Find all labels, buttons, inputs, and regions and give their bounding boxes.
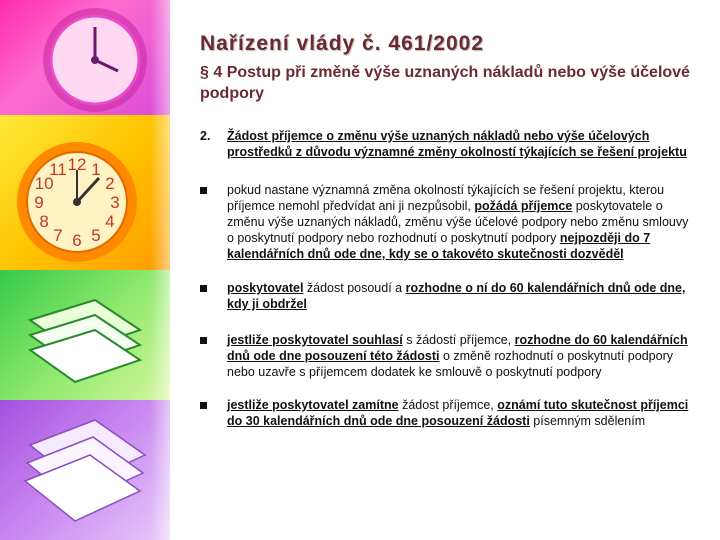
list-item [200, 182, 690, 262]
clock-numeral: 12 [67, 155, 87, 174]
decorative-image-strip [0, 0, 170, 540]
clock-numeral: 10 [34, 174, 54, 193]
item-emphasis: rozhodne do 60 kalendářních dnů ode dne posouzení této žádosti [227, 333, 688, 363]
list-item [200, 280, 690, 312]
item-emphasis: jestliže poskytovatel zamítne [227, 398, 399, 412]
clock-numeral: 3 [110, 193, 120, 212]
item-text: pokud nastane významná změna okolností týkajících se řešení projektu, kterou příjemce nemohl předvídat ani ji nezpůsobil, [227, 183, 665, 213]
clock-numeral: 5 [91, 225, 101, 245]
clock-numeral: 6 [72, 231, 82, 250]
item-text: žádost příjemce, [398, 398, 498, 412]
item-heading: Žádost příjemce o změnu výše uznaných nákladů nebo výše účelových prostředků z důvodu významné změny okolností týkajících se řešení projektu [227, 129, 687, 159]
white-fade [150, 0, 170, 540]
clock-numeral: 4 [105, 212, 115, 231]
list-item [200, 128, 690, 160]
item-text: písemným sdělením [529, 414, 646, 428]
item-emphasis: rozhodne [405, 281, 462, 295]
clock-numeral: 2 [105, 174, 115, 193]
item-emphasis: jestliže poskytovatel souhlasí [227, 333, 403, 347]
clock-numeral: 1 [91, 160, 101, 180]
page-title: Nařízení vlády č. 461/2002 [200, 32, 484, 55]
clock-numeral: 8 [39, 212, 49, 231]
books-icon [20, 290, 150, 390]
list-item [200, 397, 690, 429]
item-text: s žádostí příjemce, [402, 333, 515, 347]
clock-numeral: 9 [34, 193, 44, 212]
item-number: 2. [200, 129, 211, 143]
item-text: žádost posoudí a [303, 281, 406, 295]
clock-icon [40, 5, 150, 115]
page-subtitle: § 4 Postup při změně výše uznaných nákladů nebo výše účelové podpory [200, 64, 690, 102]
bullet-icon [200, 187, 207, 194]
bullet-icon [200, 402, 207, 409]
content-list [200, 128, 690, 429]
item-emphasis: o ní do 60 kalendářních dnů ode dne, kdy ji obdržel [227, 281, 686, 311]
list-item [200, 332, 690, 380]
papers-icon [15, 405, 155, 530]
item-emphasis: oznámí tuto skutečnost příjemci do 30 kalendářních dnů ode dne posouzení žádosti [227, 398, 689, 428]
item-text: poskytovatele o změnu výše uznaných nákladů, změnu výše účelové podpory nebo změnu smlouvy o poskytnutí podpory nebo rozhodnutí o poskytnutí podpory [227, 199, 689, 245]
bullet-icon [200, 285, 207, 292]
item-emphasis: nejpozději do 7 kalendářních dnů ode dne, kdy se o takovéto skutečnosti dozvěděl [227, 231, 651, 261]
clock-numeral: 7 [53, 225, 63, 245]
clock-numeral: 11 [49, 160, 67, 180]
item-emphasis: poskytovatel [227, 281, 304, 295]
item-text: o změně rozhodnutí o poskytnutí podpory nebo uzavře s příjemcem dodatek ke smlouvě o poskytnutí podpory [227, 349, 673, 379]
bullet-icon [200, 337, 207, 344]
clock-icon [15, 140, 140, 265]
item-emphasis: požádá příjemce [474, 199, 573, 213]
